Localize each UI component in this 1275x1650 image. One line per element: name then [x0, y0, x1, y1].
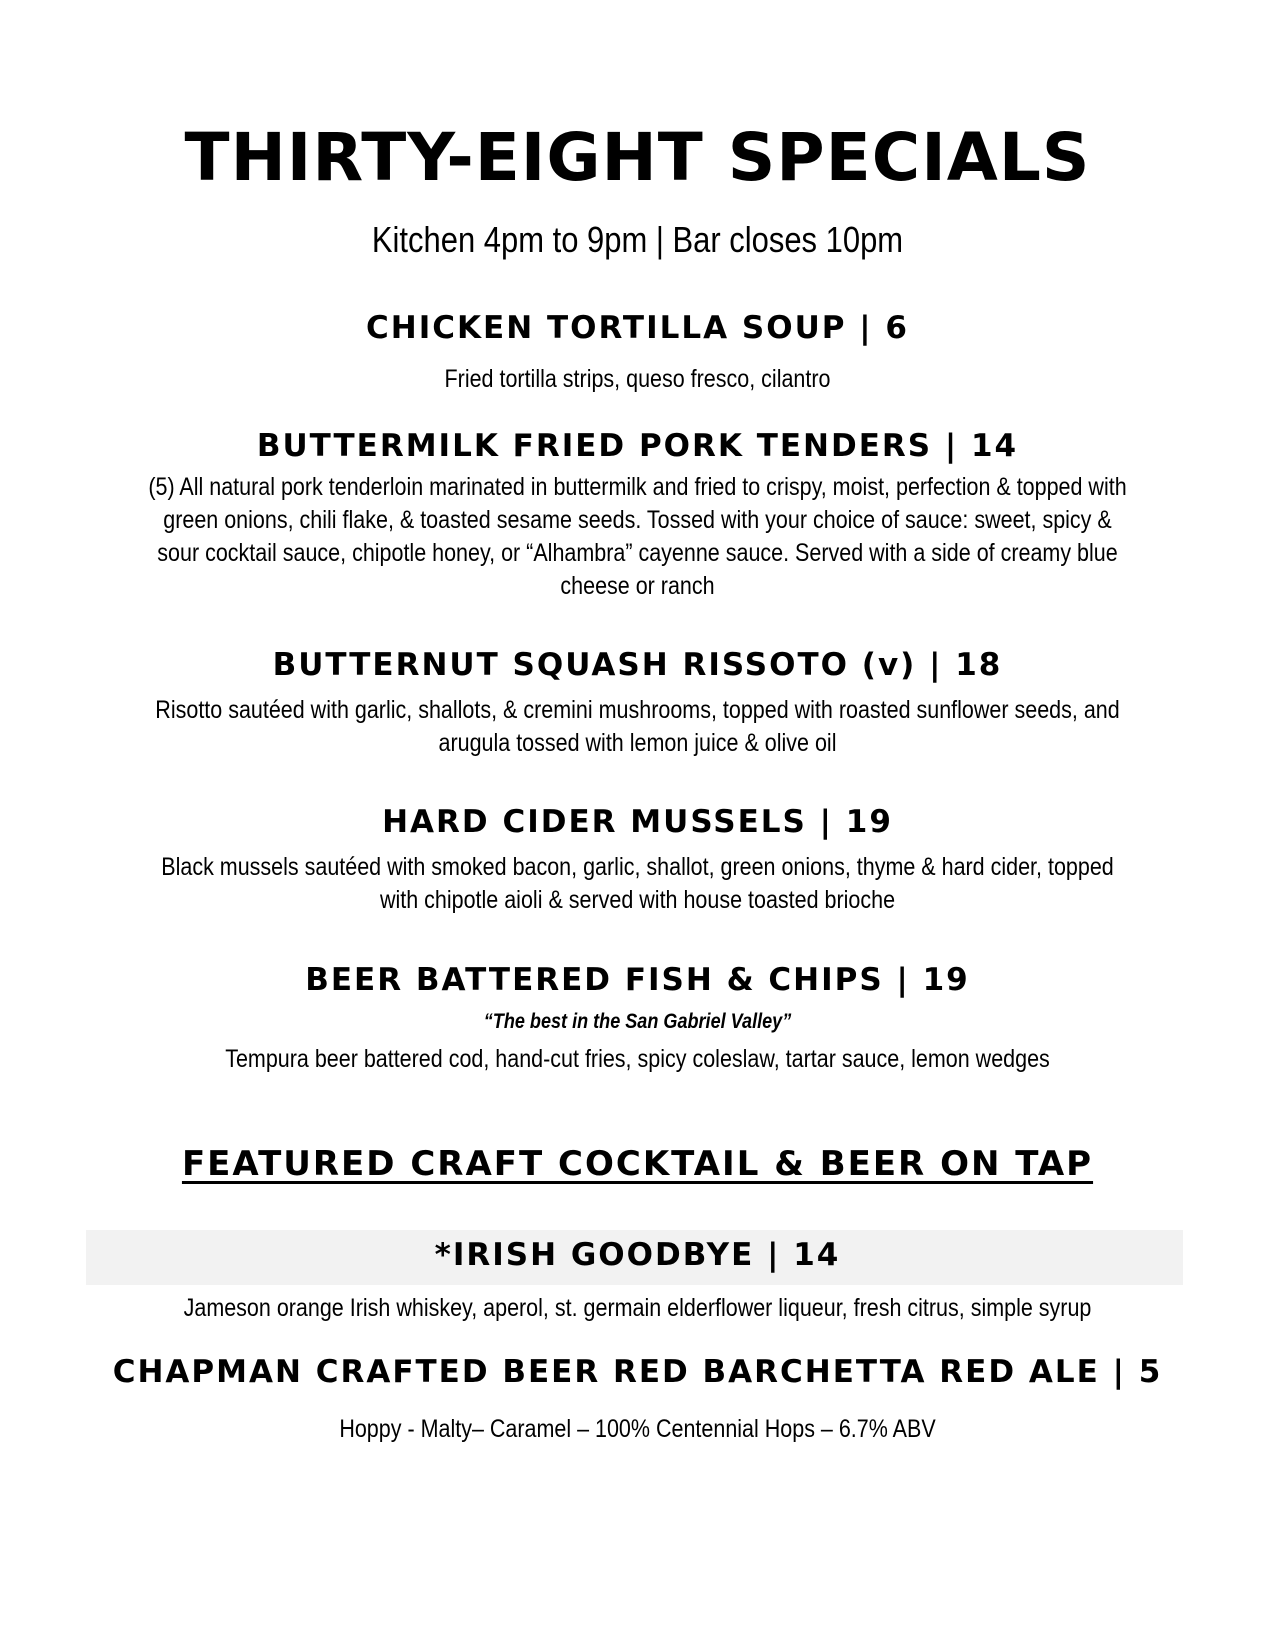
item-description: arugula tossed with lemon juice & olive oil	[438, 729, 837, 757]
featured-section-heading: FEATURED CRAFT COCKTAIL & BEER ON TAP	[181, 1144, 1094, 1184]
item-name-pork-tenders: BUTTERMILK FRIED PORK TENDERS | 14	[256, 428, 1019, 464]
item-name-chicken-tortilla-soup: CHICKEN TORTILLA SOUP | 6	[366, 310, 909, 346]
item-description: green onions, chili flake, & toasted sesame seeds. Tossed with your choice of sauce: sweet, spicy &	[163, 506, 1112, 534]
menu-title: THIRTY-EIGHT SPECIALS	[184, 119, 1091, 196]
item-description: with chipotle aioli & served with house toasted brioche	[379, 886, 896, 914]
featured-beer-description: Hoppy - Malty– Caramel – 100% Centennial Hops – 6.7% ABV	[339, 1415, 936, 1443]
item-name-hard-cider-mussels: HARD CIDER MUSSELS | 19	[382, 804, 893, 840]
item-description: sour cocktail sauce, chipotle honey, or “Alhambra” cayenne sauce. Served with a side of creamy blue	[157, 539, 1118, 567]
item-name-butternut-risotto: BUTTERNUT SQUASH RISSOTO (v) | 18	[272, 647, 1003, 683]
featured-cocktail-description: Jameson orange Irish whiskey, aperol, st. germain elderflower liqueur, fresh citrus, simple syrup	[183, 1294, 1092, 1322]
item-description: Black mussels sautéed with smoked bacon, garlic, shallot, green onions, thyme & hard cider, topped	[161, 853, 1114, 881]
featured-beer-name: CHAPMAN CRAFTED BEER RED BARCHETTA RED ALE | 5	[112, 1354, 1163, 1390]
featured-cocktail-name: *IRISH GOODBYE | 14	[434, 1237, 841, 1273]
item-description: (5) All natural pork tenderloin marinated in buttermilk and fried to crispy, moist, perfection & topped with	[148, 473, 1127, 501]
item-description: Fried tortilla strips, queso fresco, cilantro	[444, 365, 831, 393]
service-hours: Kitchen 4pm to 9pm | Bar closes 10pm	[371, 219, 904, 260]
item-description: Risotto sautéed with garlic, shallots, & cremini mushrooms, topped with roasted sunflower seeds, and	[155, 696, 1120, 724]
item-description: Tempura beer battered cod, hand-cut fries, spicy coleslaw, tartar sauce, lemon wedges	[225, 1045, 1050, 1073]
item-tagline: “The best in the San Gabriel Valley”	[483, 1010, 792, 1033]
item-description: cheese or ranch	[560, 572, 715, 600]
item-name-fish-and-chips: BEER BATTERED FISH & CHIPS | 19	[305, 962, 970, 998]
